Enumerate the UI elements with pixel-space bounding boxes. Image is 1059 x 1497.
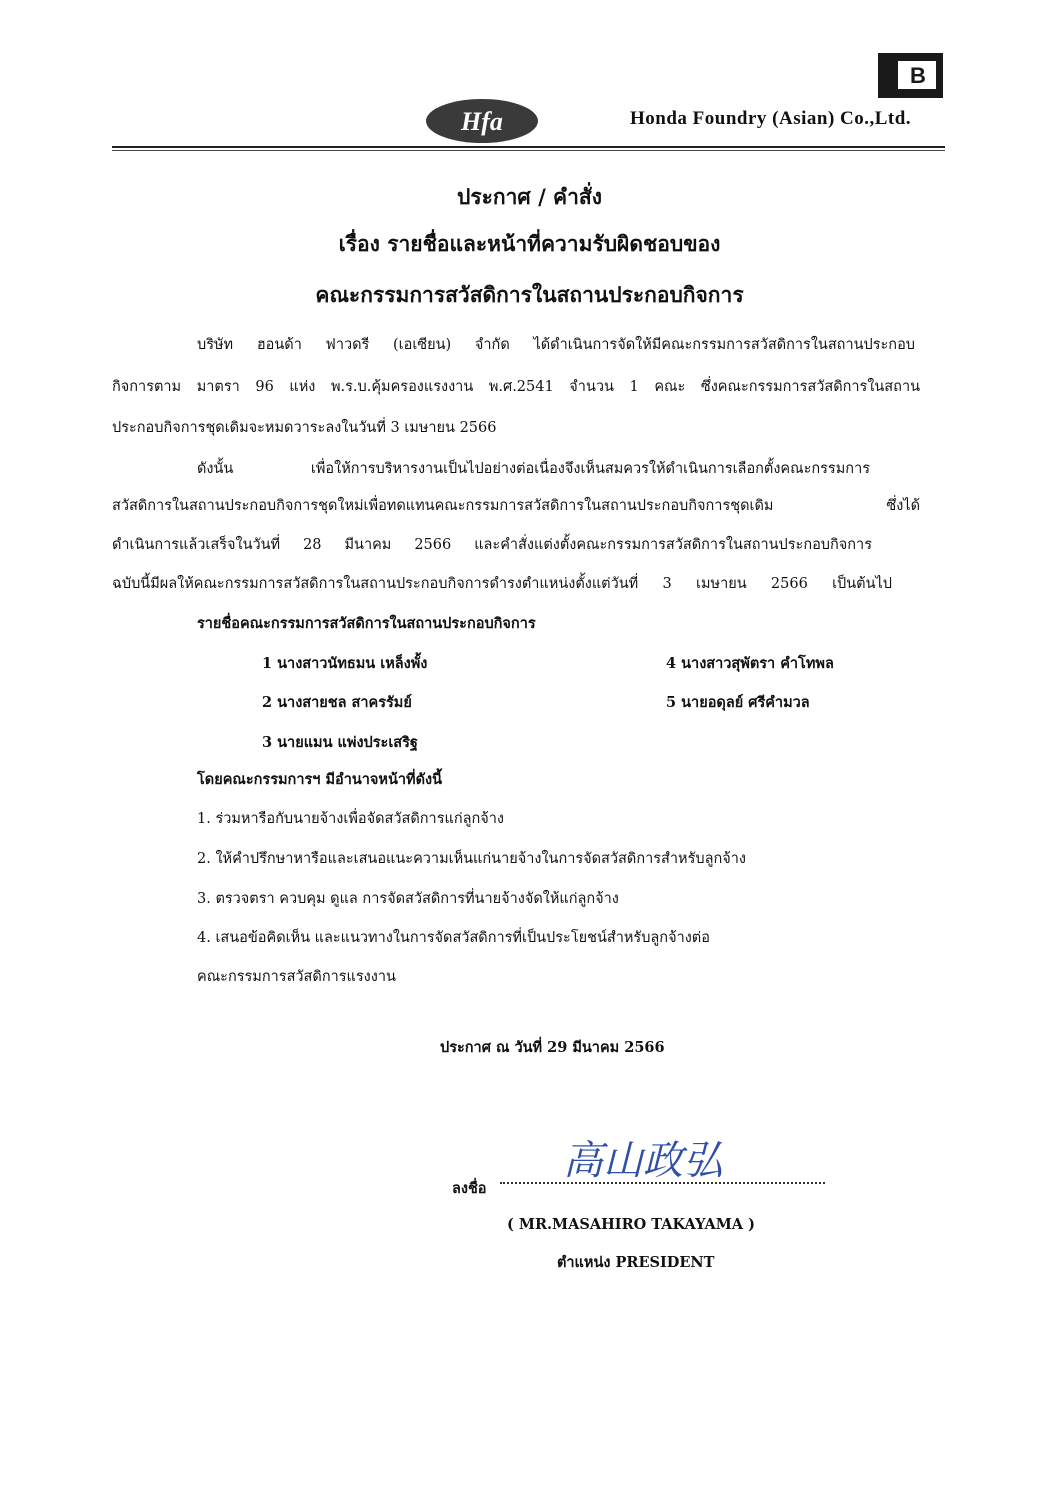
signer-name: ( MR.MASAHIRO TAKAYAMA ) xyxy=(507,1216,755,1233)
paragraph2-line: ดำเนินการแล้วเสร็จในวันที่ 28 มีนาคม 2566 และคำสั่งแต่งตั้งคณะกรรมการสวัสดิการในสถานประกอบกิจการ xyxy=(112,537,872,553)
committee-heading: รายชื่อคณะกรรมการสวัสดิการในสถานประกอบกิจการ xyxy=(197,615,536,632)
committee-member: 3 นายแมน แพ่งประเสริฐ xyxy=(262,734,418,751)
document-title: ประกาศ / คำสั่ง xyxy=(457,184,602,209)
kb-logo-text: B xyxy=(910,63,926,88)
announcement-date: ประกาศ ณ วันที่ 29 มีนาคม 2566 xyxy=(440,1039,665,1056)
duty-item: คณะกรรมการสวัสดิการแรงงาน xyxy=(197,969,396,985)
signature-line xyxy=(500,1182,825,1184)
kb-logo xyxy=(878,53,943,98)
paragraph1-line: บริษัท ฮอนด้า ฟาวดรี (เอเซียน) จำกัด ได้ดำเนินการจัดให้มีคณะกรรมการสวัสดิการในสถานประกอบ xyxy=(197,337,915,353)
paragraph2-line: ฉบับนี้มีผลให้คณะกรรมการสวัสดิการในสถานประกอบกิจการดำรงตำแหน่งตั้งแต่วันที่ 3 เมษายน 2566 เป็นต้นไป xyxy=(112,576,892,592)
document-subject: เรื่อง รายชื่อและหน้าที่ความรับผิดชอบของ xyxy=(338,231,721,256)
paragraph1-line: ประกอบกิจการชุดเดิมจะหมดวาระลงในวันที่ 3 เมษายน 2566 xyxy=(112,420,497,436)
committee-member: 4 นางสาวสุพัตรา คำโทพล xyxy=(666,655,834,672)
hfa-logo xyxy=(425,96,540,146)
signature-glyphs: 高山政弘 xyxy=(563,1138,723,1184)
committee-member: 2 นางสายชล สาครรัมย์ xyxy=(262,694,412,711)
paragraph2-line: ดังนั้น เพื่อให้การบริหารงานเป็นไปอย่างต่อเนื่องจึงเห็นสมควรให้ดำเนินการเลือกตั้งคณะกรรมการ xyxy=(197,461,870,477)
duty-item: 3. ตรวจตรา ควบคุม ดูแล การจัดสวัสดิการที่นายจ้างจัดให้แก่ลูกจ้าง xyxy=(197,891,619,907)
header-rule-thin xyxy=(112,150,945,151)
duty-item: 4. เสนอข้อคิดเห็น และแนวทางในการจัดสวัสดิการที่เป็นประโยชน์สำหรับลูกจ้างต่อ xyxy=(197,930,710,946)
signature-label: ลงชื่อ xyxy=(452,1180,487,1197)
committee-member: 5 นายอดุลย์ ศรีคำมวล xyxy=(666,694,810,711)
paragraph2-line: สวัสดิการในสถานประกอบกิจการชุดใหม่เพื่อทดแทนคณะกรรมการสวัสดิการในสถานประกอบกิจการชุดเดิม ซึ่งได้ xyxy=(112,498,920,514)
company-name: Honda Foundry (Asian) Co.,Ltd. xyxy=(630,108,912,129)
document-subject-cont: คณะกรรมการสวัสดิการในสถานประกอบกิจการ xyxy=(315,282,744,307)
duty-item: 2. ให้คำปรึกษาหารือและเสนอแนะความเห็นแก่นายจ้างในการจัดสวัสดิการสำหรับลูกจ้าง xyxy=(197,851,746,867)
paragraph1-line: กิจการตาม มาตรา 96 แห่ง พ.ร.บ.คุ้มครองแรงงาน พ.ศ.2541 จำนวน 1 คณะ ซึ่งคณะกรรมการสวัสดิการในสถาน xyxy=(112,379,920,395)
duty-item: 1. ร่วมหารือกับนายจ้างเพื่อจัดสวัสดิการแก่ลูกจ้าง xyxy=(197,811,504,827)
signer-position: ตำแหน่ง PRESIDENT xyxy=(557,1254,715,1271)
handwritten-signature xyxy=(548,1128,738,1188)
duties-heading: โดยคณะกรรมการฯ มีอำนาจหน้าที่ดังนี้ xyxy=(197,771,442,788)
committee-member: 1 นางสาวนัทธมน เหล็งพั้ง xyxy=(262,655,428,672)
header-rule xyxy=(112,146,945,148)
hfa-logo-text: Hfa xyxy=(461,107,503,136)
